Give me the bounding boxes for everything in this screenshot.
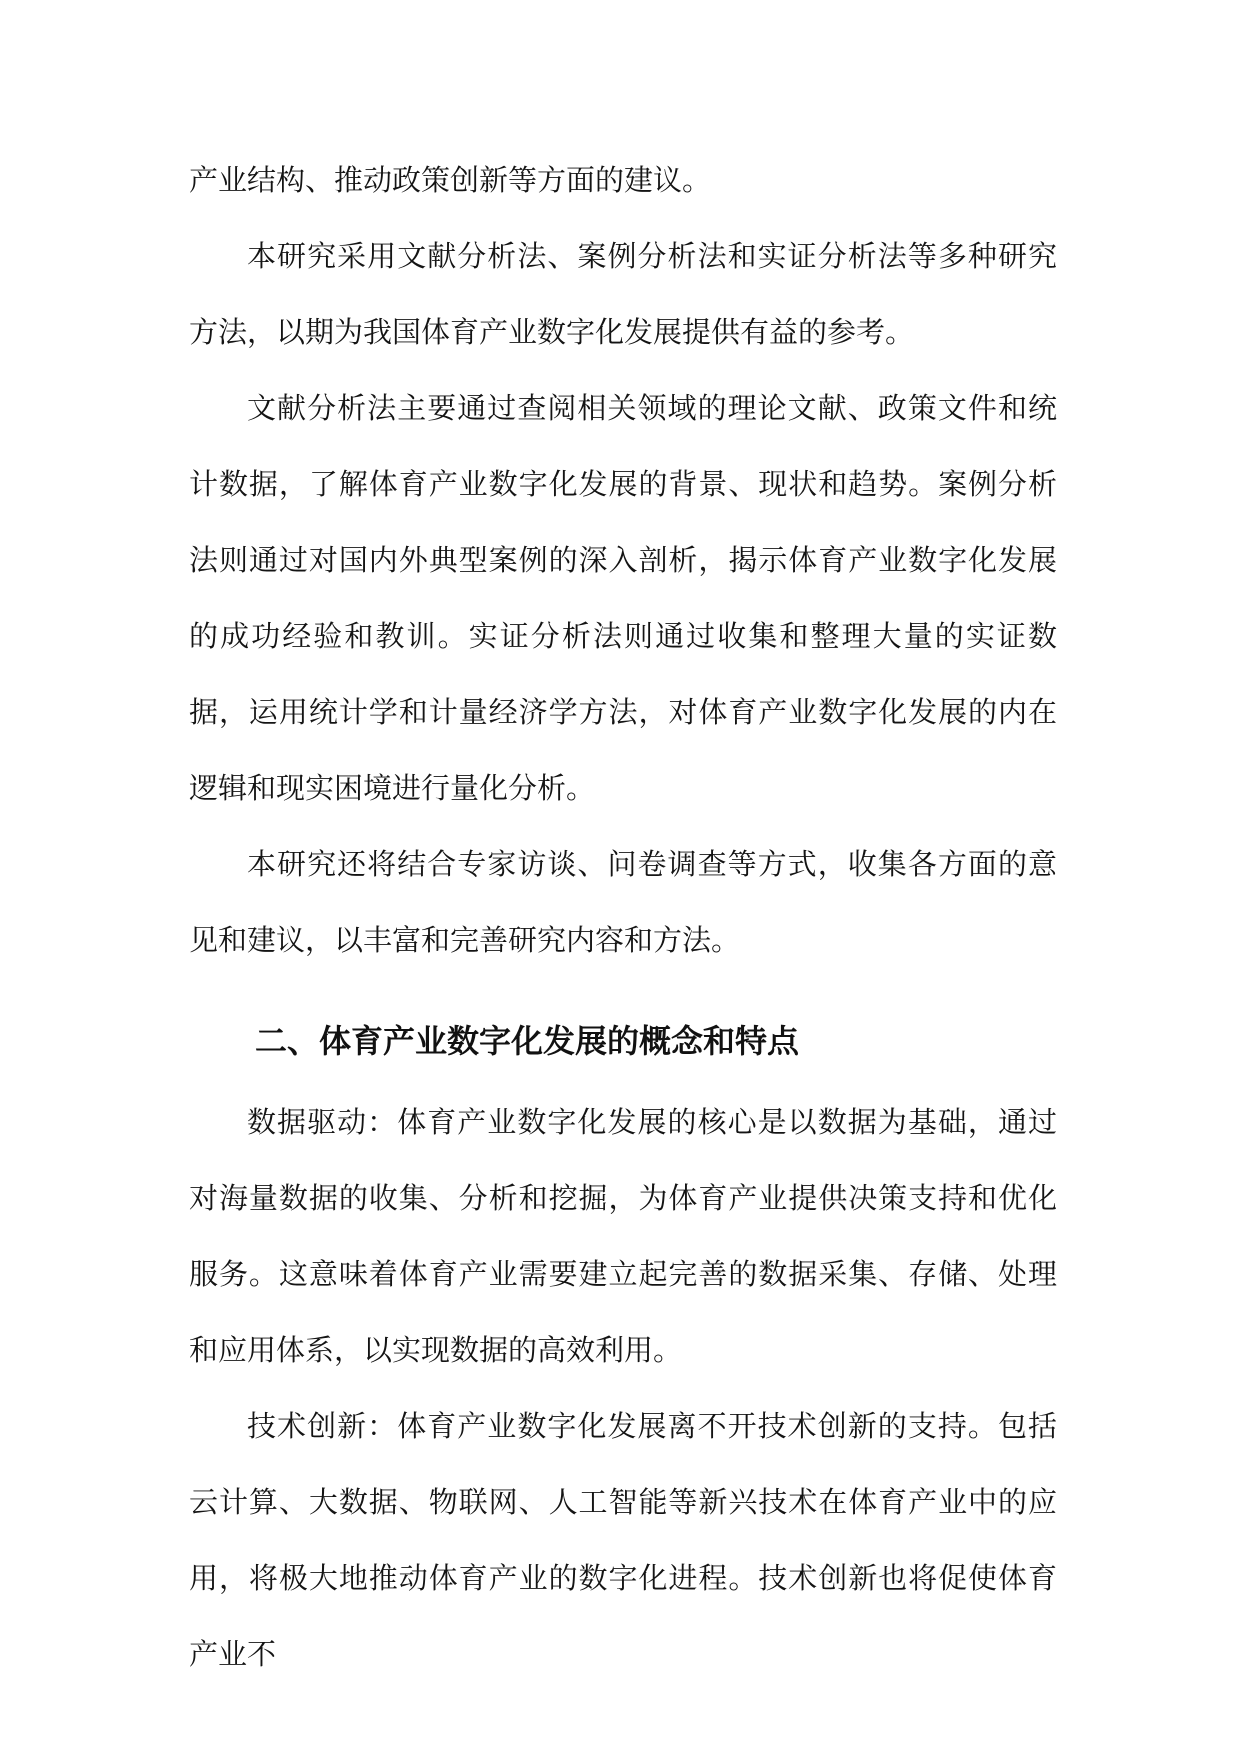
document-body: [189, 142, 1057, 1692]
paragraph-tech-innovation: 技术创新：体育产业数字化发展离不开技术创新的支持。包括云计算、大数据、物联网、人工智能等新兴技术在体育产业中的应用，将极大地推动体育产业的数字化进程。技术创新也将促使体育产业不: [189, 1409, 1057, 1671]
paragraph-method-details: 文献分析法主要通过查阅相关领域的理论文献、政策文件和统计数据，了解体育产业数字化发展的背景、现状和趋势。案例分析法则通过对国内外典型案例的深入剖析，揭示体育产业数字化发展的成功经验和教训。实证分析法则通过收集和整理大量的实证数据，运用统计学和计量经济学方法，对体育产业数字化发展的内在逻辑和现实困境进行量化分析。: [189, 391, 1057, 805]
paragraph-data-driven: 数据驱动：体育产业数字化发展的核心是以数据为基础，通过对海量数据的收集、分析和挖掘，为体育产业提供决策支持和优化服务。这意味着体育产业需要建立起完善的数据采集、存储、处理和应用体系，以实现数据的高效利用。: [189, 1105, 1057, 1367]
paragraph-continuation: 产业结构、推动政策创新等方面的建议。: [189, 163, 712, 197]
paragraph-expert-interviews: 本研究还将结合专家访谈、问卷调查等方式，收集各方面的意见和建议，以丰富和完善研究内容和方法。: [189, 847, 1057, 957]
section-heading: 二、体育产业数字化发展的概念和特点: [255, 1022, 800, 1060]
paragraph-research-methods: 本研究采用文献分析法、案例分析法和实证分析法等多种研究方法，以期为我国体育产业数字化发展提供有益的参考。: [189, 239, 1057, 349]
